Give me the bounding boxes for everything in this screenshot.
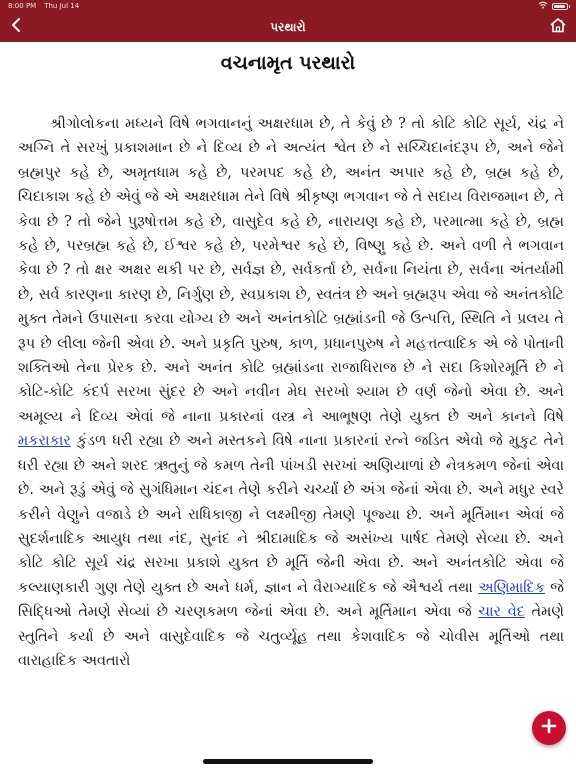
back-button[interactable] (4, 15, 28, 39)
paragraph-text: શ્રીગોલોકના મધ્યને વિષે ભગવાનનું અક્ષરધામ છે, તે કેવું છે ? તો કોટિ કોટિ સૂર્ય, ચંદ્ર ને અગ્નિ તે સરખું પ્રકાશમાન છે ને દિવ્ય છે ને અત્યંત શ્વેત છે ને સચ્ચિદાનંદરૂપ છે, અને જેને બ્રહ્મપુર કહે છે, અમૃતધામ કહે છે, પરમપદ કહે છે, અનંત અપાર કહે છે, બ્રહ્મ કહે છે, ચિદાકાશ કહે છે એવું જે એ અક્ષરધામ તેને વિષે શ્રીકૃષ્ણ ભગવાન જે તે સદાય વિરાજમાન છે, તે કેવા છે ? તો જેને પુરૂષોત્તમ કહે છે, વાસુદેવ કહે છે, નારાયણ કહે છે, પરમાત્મા કહે છે, બ્રહ્મ કહે છે, પરબ્રહ્મ કહે છે, ઈશ્વર કહે છે, પરમેશ્વર કહે છે, વિષ્ણુ કહે છે. અને વળી તે ભગવાન કેવા છે ? તો ક્ષર અક્ષર થકી પર છે, સર્વજ્ઞ છે, સર્વકર્તા છે, સર્વના નિયંતા છે, સર્વના અંતર્યામી છે, સર્વ કારણના કારણ છે, નિર્ગુણ છે, સ્વપ્રકાશ છે, સ્વતંત્ર છે અને બ્રહ્મરૂપ એવા જે અનંતકોટિ મુક્ત તેમને ઉપાસના કરવા યોગ્ય છે અને અનંતકોટિ બ્રહ્માંડની જે ઉત્પત્તિ, સ્થિતિ ને પ્રલય તે રૂપ છે લીલા જેની એવા છે. અને પ્રકૃતિ પુરુષ, કાળ, પ્રધાનપુરુષ ને મહત્તત્વાદિક એ જે પોતાની શક્તિઓ તેના પ્રેરક છે. અને અનંત કોટિ બ્રહ્માંડના રાજાધિરાજ છે ને સદા કિશોરમૂર્તિ છે ને કોટિ-કોટિ કંદર્પ સરખા સુંદર છે અને નવીન મેઘ સરખો શ્યામ છે વર્ણ જેનો એવા છે. અને અમૂલ્ય ને દિવ્ય એવાં જે નાના પ્રકારનાં વસ્ત્ર ને આભૂષણ તેણે યુક્ત છે અને કાનને વિષે (18, 116, 564, 425)
add-button[interactable] (532, 711, 566, 745)
term-link-char-ved[interactable]: ચાર વેદ (478, 604, 525, 621)
home-icon (549, 17, 567, 37)
scripture-paragraph (18, 112, 564, 673)
term-link-animadik[interactable]: અણિમાદિક (478, 579, 545, 596)
term-link-makarakar[interactable]: મકરાકાર (18, 433, 71, 450)
status-date: Thu Jul 14 (44, 2, 80, 10)
nav-bar (0, 12, 576, 42)
content-scroll-area[interactable] (0, 42, 576, 768)
home-indicator (203, 759, 373, 764)
status-bar (0, 0, 576, 12)
paragraph-text: તેમણે સ્તુતિને કર્યા છે અને વાસુદેવાદિક જે ચતુર્વ્યૂહ તથા કેશવાદિક જે ચોવીસ મૂર્તિઓ તથા વારાહાદિક અવતારો (18, 604, 564, 669)
paragraph-text: જે સિદ્ધિઓ તેમણે સેવ્યાં છે ચરણકમળ જેનાં એવા છે. અને મૂર્તિમાન એવા જે (18, 579, 565, 621)
page-title: વચનામૃત પરથારો (220, 52, 356, 74)
nav-title: પરથારો (270, 19, 306, 34)
battery-icon (552, 3, 568, 10)
wifi-icon (538, 1, 548, 11)
status-time: 8:00 PM (8, 2, 37, 10)
paragraph-text: કુંડળ ધરી રહ્યા છે અને મસ્તકને વિષે નાના પ્રકારનાં રત્ને જડિત એવો જે મુકુટ તેને ધરી રહ્યા છે અને શરદ ઋતુનું જે કમળ તેની પાંખડી સરખાં અણિયાળાં છે નેત્રકમળ જેનાં એવા છે. અને રૂડું એવું જે સુગંધિમાન ચંદન તેણે કરીને ચર્ચ્યાં છે અંગ જેનાં એવા છે. અને મધુર સ્વરે કરીને વેણુને વજાડે છે અને રાધિકાજી ને લક્ષ્મીજી તેમણે પૂજ્યા છે. અને મૂર્તિમાન એવાં જે સુદર્શનાદિક આયુધ તથા નંદ, સુનંદ ને શ્રીદામાદિક જે અસંખ્ય પાર્ષદ તેમણે સેવ્યા છે. અને કોટિ કોટિ સૂર્ય ચંદ્ર સરખા પ્રકાશે યુક્ત છે મૂર્તિ જેની એવા છે. અને અનંતકોટિ એવા જે કલ્યાણકારી ગુણ તેણે યુક્ત છે અને ધર્મ, જ્ઞાન ને વૈરાગ્યાદિક જે ઐશ્વર્ય તથા (18, 433, 564, 596)
chevron-left-icon (10, 17, 22, 37)
plus-icon (541, 718, 557, 738)
home-button[interactable] (546, 15, 570, 39)
